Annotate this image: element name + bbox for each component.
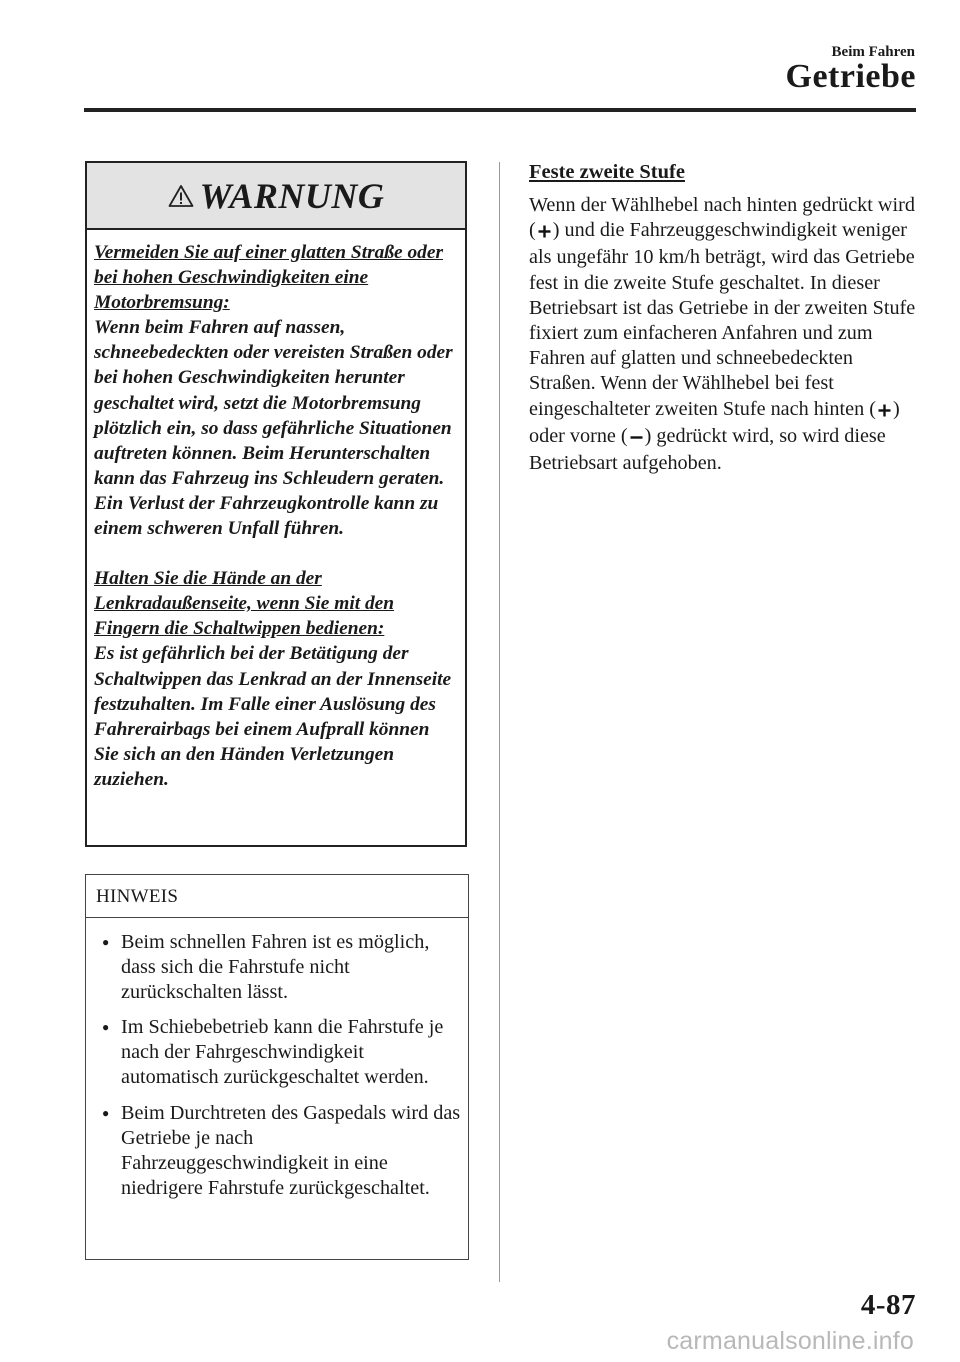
note-item [100, 930, 462, 1005]
note-item [100, 1101, 462, 1201]
section-body [529, 193, 921, 476]
warning-title: WARNUNG [199, 175, 385, 216]
page-title: Getriebe [785, 58, 916, 95]
note-box [85, 874, 469, 1260]
minus-icon [630, 426, 643, 451]
note-item-text: Beim schnellen Fahren ist es möglich, dass sich die Fahrstufe nicht zurückschalten lässt. [121, 931, 430, 1004]
section-heading: Feste zweite Stufe [529, 161, 685, 183]
warning-heading-paddles: Halten Sie die Hände an der Lenkradaußenseite, wenn Sie mit den Fingern die Schaltwippen bedienen: [94, 568, 395, 640]
note-item-text: Beim Durchtreten des Gaspedals wird das Getriebe je nach Fahrzeuggeschwindigkeit in eine niedrigere Fahrstufe zurückgeschaltet. [121, 1101, 461, 1199]
warning-box [85, 161, 467, 847]
warning-text-engine-brake: Wenn beim Fahren auf nassen, schneebedeckten oder vereisten Straßen oder bei hohen Geschwindigkeiten herunter geschaltet wird, setzt die Motorbremsung plötzlich ein, so dass gefährliche Situationen auftreten können. Beim Herunterschalten kann das Fahrzeug ins Schleudern geraten. Ein Verlust der Fahrzeugkontrolle kann zu einem schweren Unfall führen. [94, 317, 453, 540]
column-divider [499, 162, 500, 1282]
bullet-icon: ● [102, 1105, 110, 1120]
warning-header [87, 163, 465, 230]
warning-heading-engine-brake: Vermeiden Sie auf einer glatten Straße oder bei hohen Geschwindigkeiten eine Motorbremsung: [94, 242, 444, 314]
plus-icon [538, 220, 551, 245]
warning-triangle-icon [168, 184, 194, 208]
note-title: HINWEIS [86, 875, 468, 918]
bullet-icon: ● [102, 935, 110, 949]
body-text-3: ) oder vorne ( [529, 397, 900, 447]
note-item-text: Im Schiebebetrieb kann die Fahrstufe je nach der Fahrgeschwindigkeit automatisch zurückgeschaltet werden. [121, 1016, 444, 1089]
bullet-icon: ● [102, 1020, 110, 1035]
note-list [86, 918, 468, 1201]
body-text-2: ) und die Fahrzeuggeschwindigkeit weniger als ungefähr 10 km/h beträgt, wird das Getriebe fest in die zweite Stufe geschaltet. In dieser Betriebsart ist das Getriebe in der zweiten Stufe fixiert zum einfacheren Anfahren und zum Fahren auf glatten und schneebedeckten Straßen. Wenn der Wählhebel bei fest eingeschalteter zweiten Stufe nach hinten ( [529, 219, 916, 420]
right-column [529, 158, 921, 476]
watermark: carmanualsonline.info [666, 1327, 914, 1355]
page-number: 4-87 [860, 1289, 916, 1321]
header-rule [84, 108, 916, 112]
note-item [100, 1015, 462, 1090]
warning-body [87, 230, 465, 792]
plus-icon [878, 399, 891, 424]
warning-text-paddles: Es ist gefährlich bei der Betätigung der Schaltwippen das Lenkrad an der Innenseite festzuhalten. Im Falle einer Auslösung des Fahrerairbags bei einem Aufprall können Sie sich an den Händen Verletzungen zuziehen. [94, 643, 452, 790]
body-text-1: Wenn der Wählhebel nach hinten gedrückt wird ( [529, 194, 915, 242]
section-label: Beim Fahren [831, 44, 915, 60]
body-text-4: ) gedrückt wird, so wird diese Betriebsart aufgehoben. [529, 424, 886, 475]
